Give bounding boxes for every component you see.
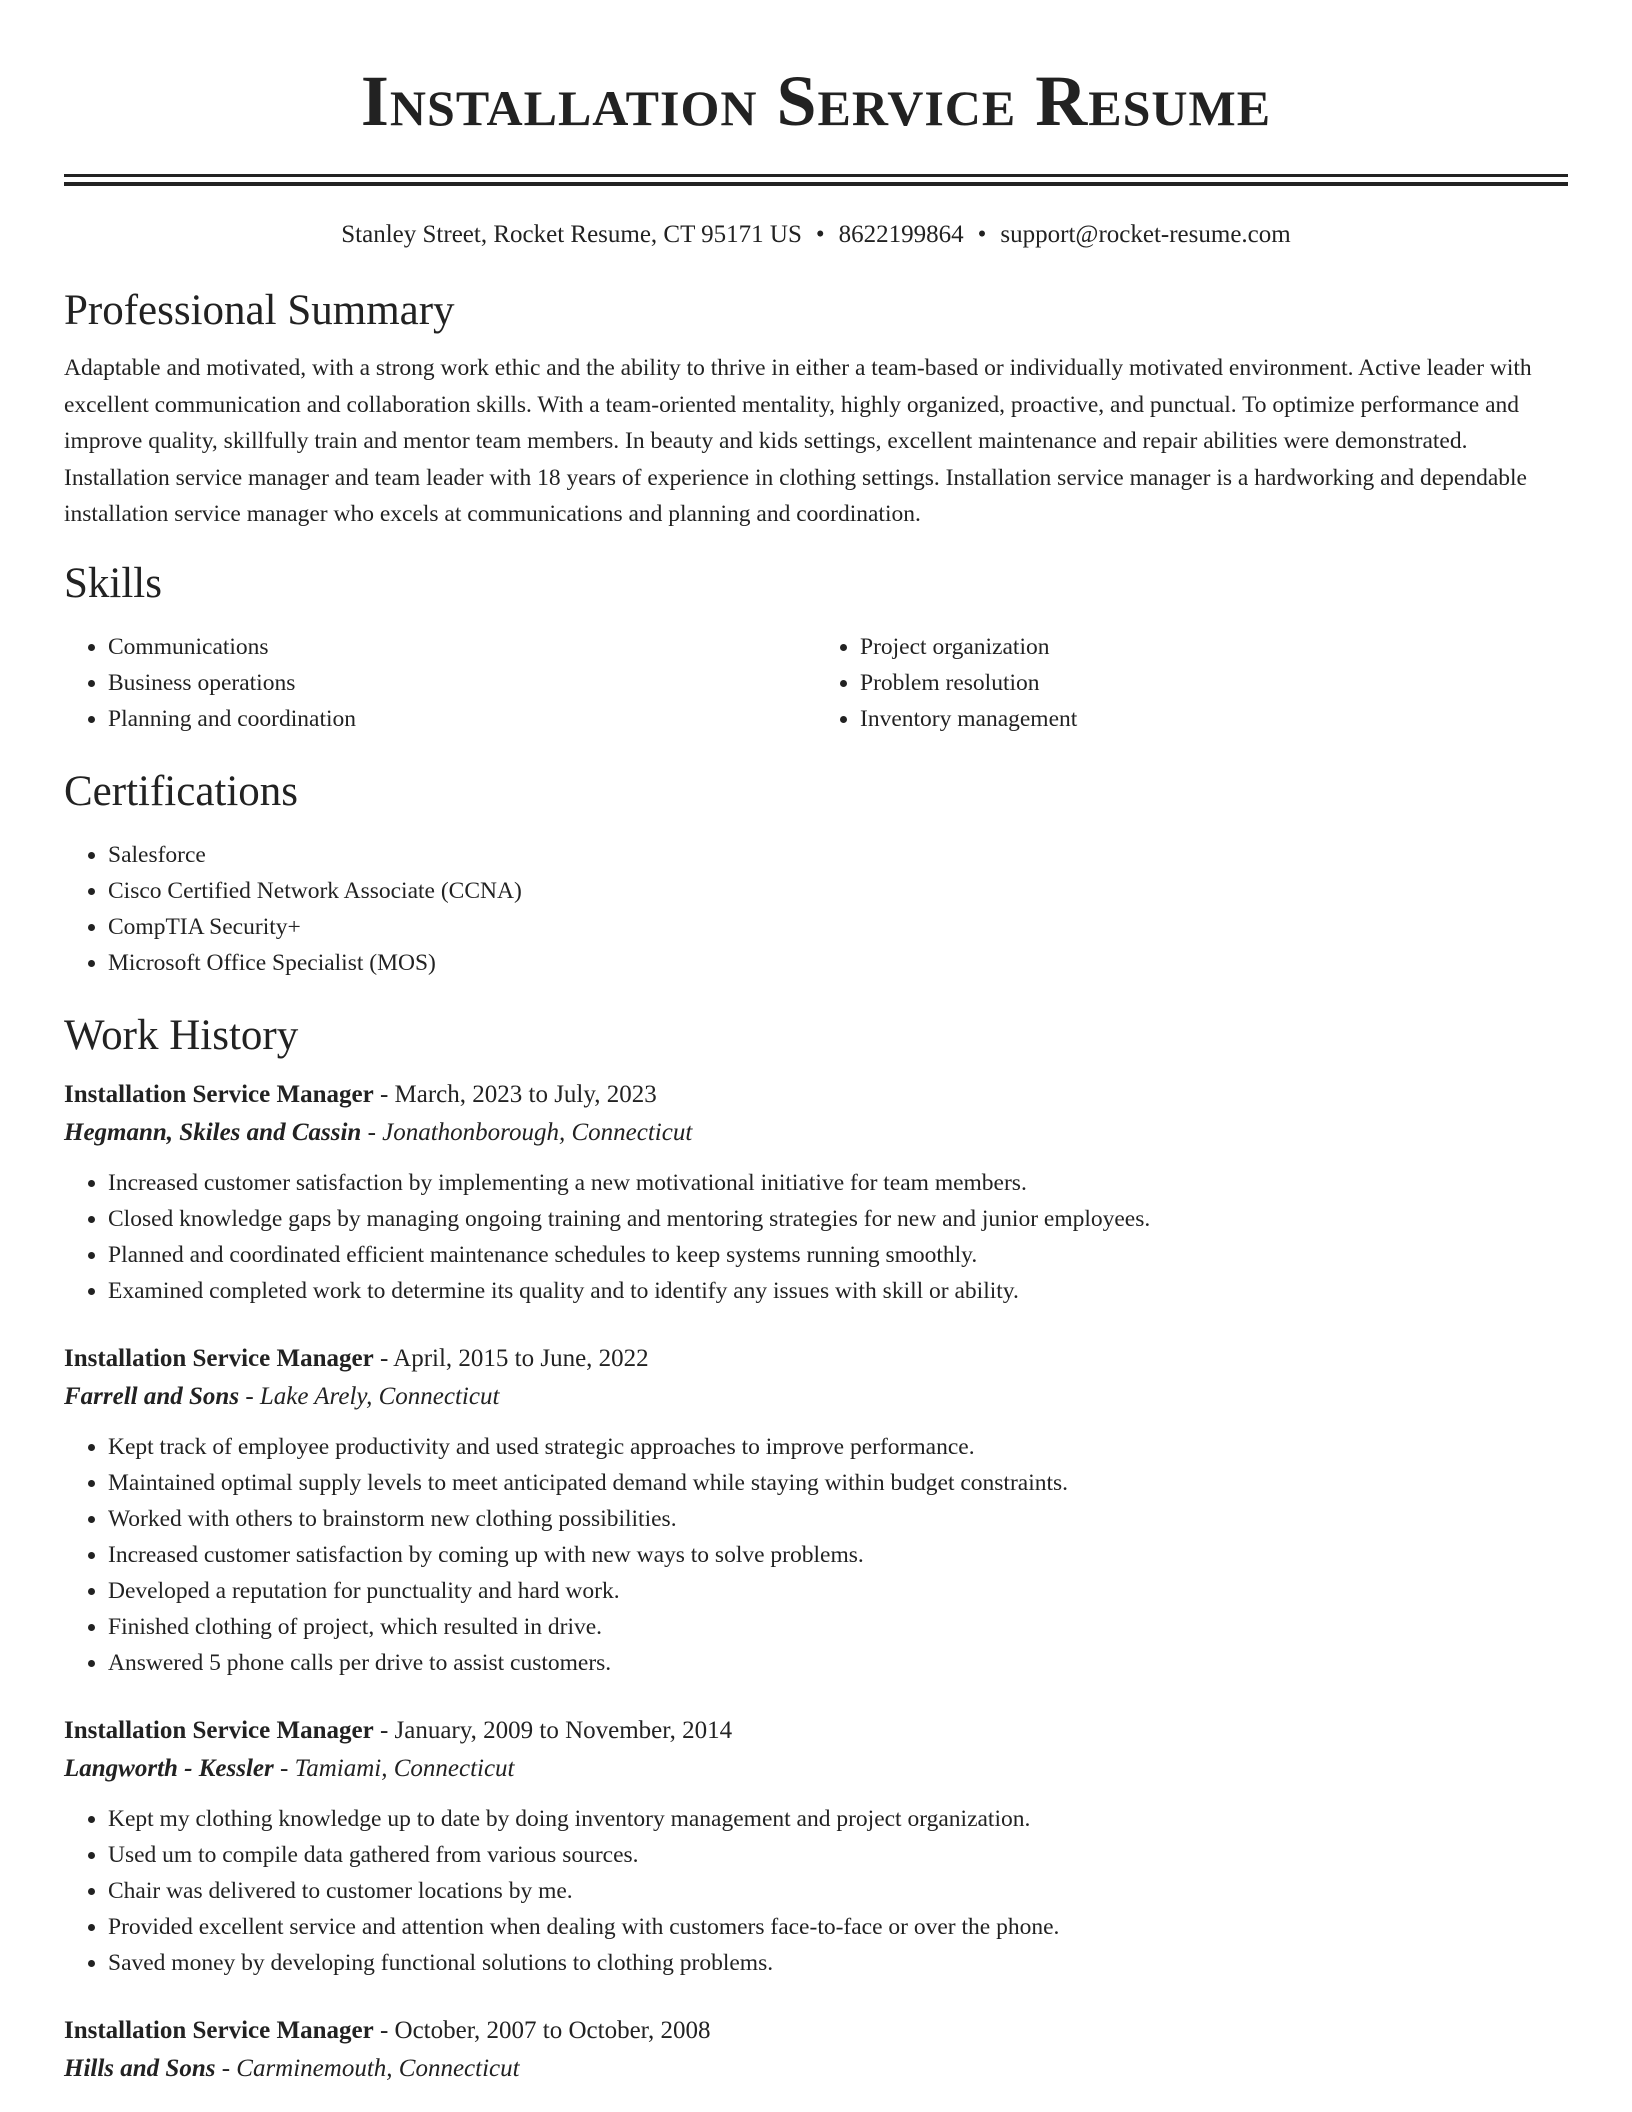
- skill-item: • Communications: [108, 629, 816, 665]
- job-header: [64, 1341, 1568, 1377]
- job-bullet: • Worked with others to brainstorm new clothing possibilities.: [108, 1501, 1568, 1537]
- job-bullets: [64, 1165, 1568, 1309]
- certifications-heading: Certifications: [64, 767, 299, 815]
- contact-line: [64, 218, 1568, 252]
- job-company-line: [64, 1377, 1568, 1417]
- page-title: Installation Service Resume: [360, 61, 1272, 141]
- job-dates: - October, 2007 to October, 2008: [373, 2016, 711, 2044]
- certification-item: • Salesforce: [108, 837, 1568, 873]
- skill-item: • Problem resolution: [860, 665, 1568, 701]
- job-bullet: • Increased customer satisfaction by coming up with new ways to solve problems.: [108, 1537, 1568, 1573]
- job-company: Langworth - Kessler: [64, 1754, 274, 1782]
- title-divider: [64, 174, 1568, 186]
- job-bullet: • Planned and coordinated efficient maintenance schedules to keep systems running smoothly.: [108, 1237, 1568, 1273]
- job-bullet: • Provided excellent service and attention when dealing with customers face-to-face or over the phone.: [108, 1909, 1568, 1945]
- skills-heading: Skills: [64, 559, 162, 607]
- skill-item: • Inventory management: [860, 701, 1568, 737]
- work-history-heading: Work History: [64, 1011, 299, 1059]
- job-bullets: [64, 1801, 1568, 1981]
- contact-separator: •: [815, 221, 825, 248]
- job-dates: - January, 2009 to November, 2014: [373, 1716, 733, 1744]
- job-company-line: [64, 2049, 1568, 2089]
- job-header: [64, 1077, 1568, 1113]
- skills-list-left: [64, 629, 816, 737]
- job-title: Installation Service Manager: [64, 2016, 374, 2044]
- certifications-list: [64, 837, 1568, 981]
- job-location: - Lake Arely, Connecticut: [239, 1382, 500, 1410]
- job-header: [64, 2013, 1568, 2049]
- job-title: Installation Service Manager: [64, 1080, 374, 1108]
- summary-text: Adaptable and motivated, with a strong work ethic and the ability to thrive in either a team-based or individually motivated environment. Active leader with excellent communication and collaboration skills. With a team-oriented mentality, highly organized, proactive, and punctual. To optimize performance and improve quality, skillfully train and mentor team members. In beauty and kids settings, excellent maintenance and repair abilities were demonstrated. Installation service manager and team leader with 18 years of experience in clothing settings. Installation service manager is a hardworking and dependable installation service manager who excels at communications and planning and coordination.: [64, 355, 1532, 527]
- certifications-section: [64, 765, 1568, 981]
- job-bullet: • Chair was delivered to customer locations by me.: [108, 1873, 1568, 1909]
- contact-separator: •: [977, 221, 987, 248]
- job-bullet: • Maintained optimal supply levels to meet anticipated demand while staying within budget constraints.: [108, 1465, 1568, 1501]
- job-bullet: • Kept my clothing knowledge up to date by doing inventory management and project organization.: [108, 1801, 1568, 1837]
- job-bullet: • Examined completed work to determine its quality and to identify any issues with skill or ability.: [108, 1273, 1568, 1309]
- certification-item: • Cisco Certified Network Associate (CCNA): [108, 873, 1568, 909]
- skills-section: [64, 557, 1568, 737]
- skills-list-right: [816, 629, 1568, 737]
- job-location: - Tamiami, Connecticut: [273, 1754, 515, 1782]
- job-company: Hegmann, Skiles and Cassin: [64, 1118, 362, 1146]
- job-title: Installation Service Manager: [64, 1716, 374, 1744]
- skill-item: • Planning and coordination: [108, 701, 816, 737]
- skill-item: • Project organization: [860, 629, 1568, 665]
- skills-columns: [64, 629, 1568, 737]
- job-dates: - March, 2023 to July, 2023: [373, 1080, 657, 1108]
- job-bullet: • Developed a reputation for punctuality and hard work.: [108, 1573, 1568, 1609]
- certification-item: • Microsoft Office Specialist (MOS): [108, 945, 1568, 981]
- job-company: Farrell and Sons: [64, 1382, 240, 1410]
- summary-section: [64, 284, 1568, 533]
- job-bullet: • Increased customer satisfaction by implementing a new motivational initiative for team members.: [108, 1165, 1568, 1201]
- job-company-line: [64, 1749, 1568, 1789]
- job-header: [64, 1713, 1568, 1749]
- job-bullets: [64, 1429, 1568, 1681]
- job-bullet: • Finished clothing of project, which resulted in drive.: [108, 1609, 1568, 1645]
- job-entry: [64, 1713, 1568, 1981]
- job-bullet: • Answered 5 phone calls per drive to assist customers.: [108, 1645, 1568, 1681]
- job-company-line: [64, 1113, 1568, 1153]
- summary-heading: Professional Summary: [64, 287, 455, 334]
- job-entry: [64, 1077, 1568, 1309]
- job-bullet: • Kept track of employee productivity and used strategic approaches to improve performance.: [108, 1429, 1568, 1465]
- job-company: Hills and Sons: [64, 2054, 216, 2082]
- job-bullet: • Saved money by developing functional solutions to clothing problems.: [108, 1945, 1568, 1981]
- contact-address: Stanley Street, Rocket Resume, CT 95171 US: [341, 221, 802, 248]
- job-dates: - April, 2015 to June, 2022: [373, 1344, 649, 1372]
- contact-email[interactable]: support@rocket-resume.com: [1000, 221, 1291, 248]
- job-location: - Jonathonborough, Connecticut: [361, 1118, 693, 1146]
- job-title: Installation Service Manager: [64, 1344, 374, 1372]
- job-bullet: • Closed knowledge gaps by managing ongoing training and mentoring strategies for new and junior employees.: [108, 1201, 1568, 1237]
- contact-phone: 8622199864: [838, 221, 964, 248]
- certification-item: • CompTIA Security+: [108, 909, 1568, 945]
- job-entry: [64, 2013, 1568, 2089]
- job-entry: [64, 1341, 1568, 1681]
- job-location: - Carminemouth, Connecticut: [215, 2054, 520, 2082]
- skill-item: • Business operations: [108, 665, 816, 701]
- work-history-section: [64, 1009, 1568, 2089]
- job-bullet: • Used um to compile data gathered from various sources.: [108, 1837, 1568, 1873]
